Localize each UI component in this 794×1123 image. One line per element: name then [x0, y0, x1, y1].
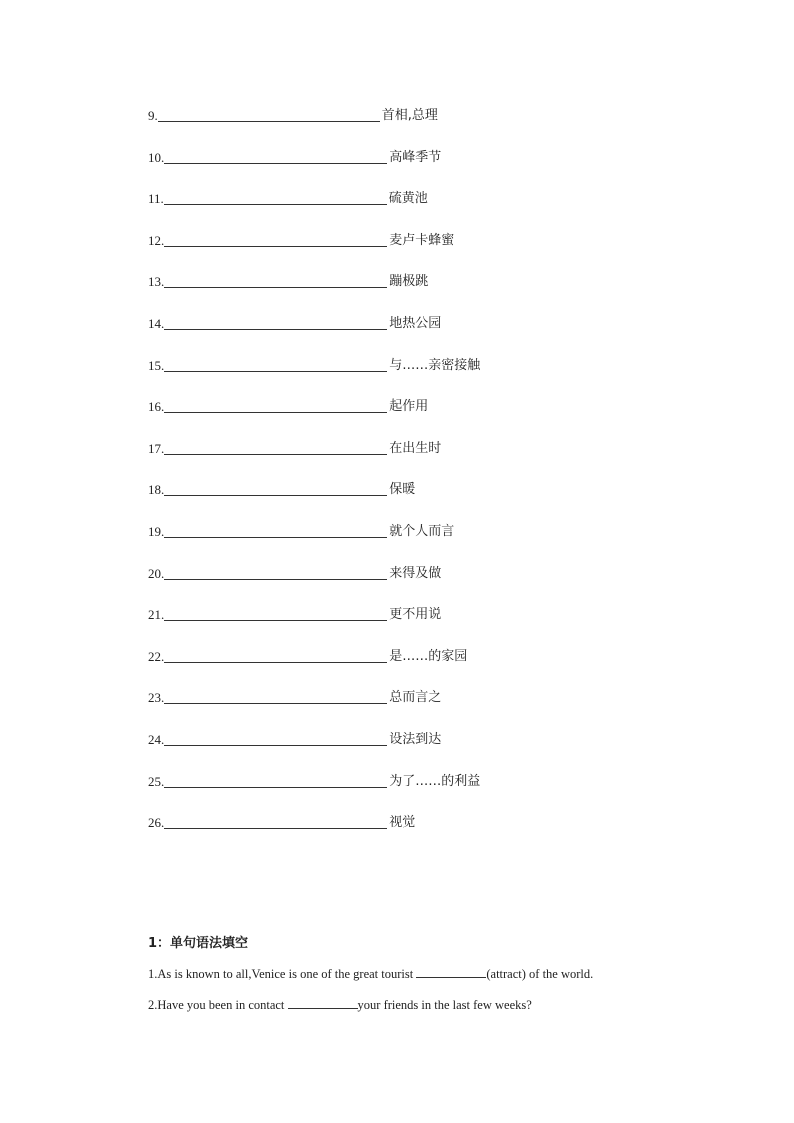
answer-blank[interactable] — [164, 772, 387, 788]
chinese-meaning: 蹦极跳 — [389, 274, 429, 290]
answer-blank[interactable] — [164, 647, 387, 663]
answer-blank[interactable] — [164, 522, 387, 538]
vocab-item-21 — [148, 605, 628, 647]
vocab-list — [148, 106, 628, 855]
question-2 — [148, 995, 708, 1026]
vocab-item-18 — [148, 480, 628, 522]
item-number: 9. — [148, 108, 158, 123]
vocab-item-14 — [148, 314, 628, 356]
chinese-meaning: 地热公园 — [389, 315, 442, 331]
chinese-meaning: 总而言之 — [389, 690, 442, 706]
chinese-meaning: 就个人而言 — [389, 523, 455, 539]
chinese-meaning: 硫黄池 — [388, 191, 428, 207]
question-text-before: 2.Have you been in contact — [148, 998, 288, 1012]
item-number: 26. — [148, 815, 165, 831]
answer-blank[interactable] — [164, 397, 387, 413]
chinese-meaning: 是……的家园 — [389, 648, 468, 664]
vocab-item-13 — [148, 272, 628, 314]
question-text-after: (attract) of the world. — [486, 967, 594, 981]
item-number: 23. — [148, 690, 165, 706]
chinese-meaning: 起作用 — [389, 399, 429, 415]
vocab-item-9 — [148, 106, 628, 148]
vocab-item-17 — [148, 439, 628, 481]
question-text-before: 1.As is known to all,Venice is one of the great tourist — [148, 967, 417, 981]
answer-blank[interactable] — [164, 605, 387, 621]
item-number: 14. — [148, 315, 165, 331]
item-number: 25. — [148, 773, 165, 789]
item-number: 20. — [148, 565, 165, 581]
chinese-meaning: 麦卢卡蜂蜜 — [389, 232, 455, 248]
answer-blank[interactable] — [164, 272, 387, 288]
answer-blank[interactable] — [158, 106, 380, 122]
answer-blank[interactable] — [164, 564, 387, 580]
answer-blank[interactable] — [164, 480, 387, 496]
chinese-meaning: 更不用说 — [389, 607, 442, 623]
vocab-item-20 — [148, 564, 628, 606]
answer-blank[interactable] — [164, 813, 387, 829]
answer-blank[interactable] — [416, 964, 486, 978]
answer-blank[interactable] — [164, 148, 387, 164]
question-text-after: your friends in the last few weeks? — [357, 998, 532, 1012]
vocab-item-10 — [148, 148, 628, 190]
vocab-item-11 — [148, 189, 628, 231]
answer-blank[interactable] — [288, 995, 358, 1009]
item-number: 22. — [148, 648, 165, 664]
item-number: 18. — [148, 482, 165, 498]
chinese-meaning: 高峰季节 — [389, 149, 442, 165]
item-number: 12. — [148, 232, 165, 248]
answer-blank[interactable] — [164, 730, 387, 746]
chinese-meaning: 与……亲密接触 — [389, 357, 481, 373]
vocab-item-15 — [148, 356, 628, 398]
chinese-meaning: 保暖 — [389, 482, 416, 498]
item-number: 13. — [148, 274, 165, 290]
answer-blank[interactable] — [164, 231, 387, 247]
item-number: 15. — [148, 357, 165, 373]
item-number: 16. — [148, 399, 165, 415]
chinese-meaning: 来得及做 — [389, 565, 442, 581]
chinese-meaning: 设法到达 — [389, 731, 442, 747]
item-number: 11. — [148, 191, 164, 207]
answer-blank[interactable] — [164, 314, 387, 330]
vocab-item-19 — [148, 522, 628, 564]
chinese-meaning: 视觉 — [389, 815, 416, 831]
chinese-meaning: 在出生时 — [389, 440, 442, 456]
vocab-item-24 — [148, 730, 628, 772]
vocab-item-16 — [148, 397, 628, 439]
vocab-item-23 — [148, 688, 628, 730]
grammar-section — [148, 934, 708, 1026]
answer-blank[interactable] — [164, 356, 387, 372]
question-1 — [148, 964, 708, 995]
item-number: 19. — [148, 523, 165, 539]
answer-blank[interactable] — [164, 688, 387, 704]
item-number: 17. — [148, 440, 165, 456]
vocab-item-22 — [148, 647, 628, 689]
item-number: 10. — [148, 149, 165, 165]
chinese-meaning: 首相,总理 — [381, 108, 438, 123]
section-title: 1：单句语法填空 — [148, 936, 249, 951]
answer-blank[interactable] — [164, 189, 387, 205]
answer-blank[interactable] — [164, 439, 387, 455]
chinese-meaning: 为了……的利益 — [389, 773, 481, 789]
item-number: 21. — [148, 607, 165, 623]
vocab-item-26 — [148, 813, 628, 855]
vocab-item-12 — [148, 231, 628, 273]
item-number: 24. — [148, 731, 165, 747]
vocab-item-25 — [148, 772, 628, 814]
